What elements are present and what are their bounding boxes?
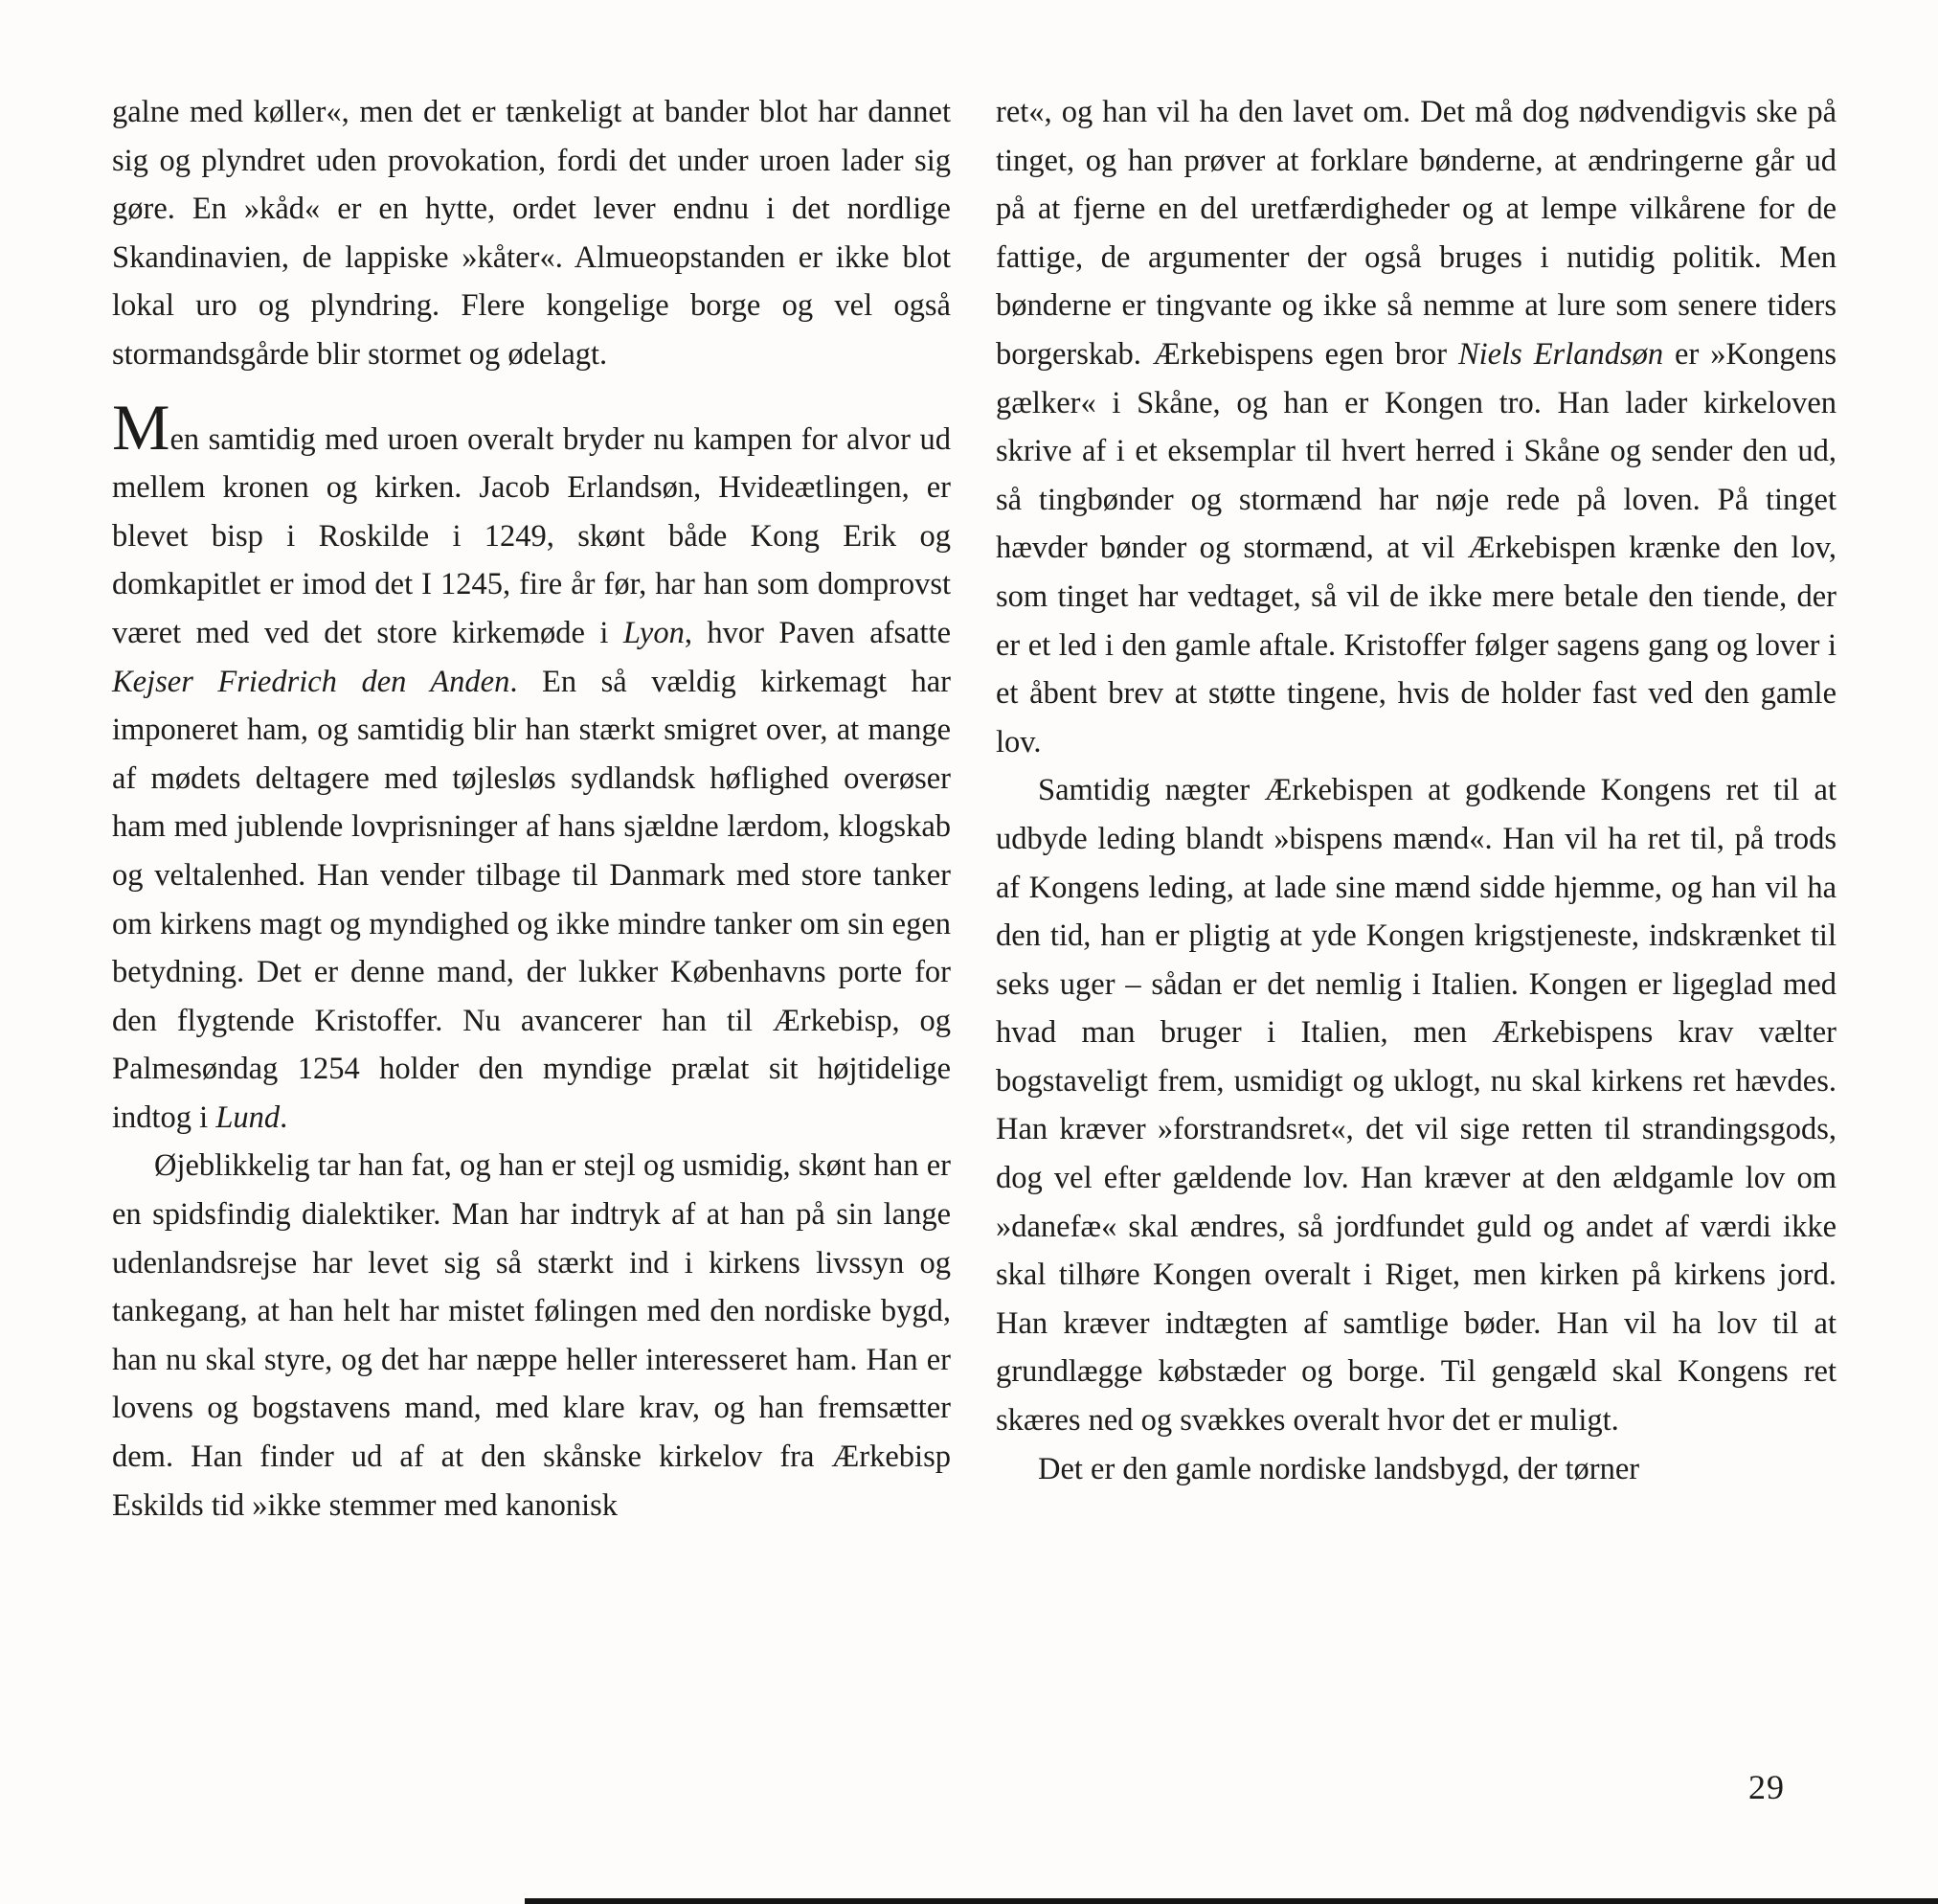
italic-text: Lund	[215, 1099, 281, 1135]
text-run: . En så vældig kirkemagt har imponeret ham, og samtidig blir han stærkt smigret over, at mange af mødets deltagere med tøjlesløs sydlandsk høflighed overøser ham med jublende lovprisninger af hans sjældne lærdom, klogskab og veltalenhed. Han vender tilbage til Danmark med store tanker om kirkens magt og myndighed og ikke mindre tanker om sin egen betydning. Det er denne mand, der lukker Københavns porte for den flygtende Kristoffer. Nu avancerer han til Ærkebisp, og Palmesøndag 1254 holder den myndige prælat sit højtidelige indtog i	[112, 664, 951, 1135]
paragraph: Samtidig nægter Ærkebispen at godkende Kongens ret til at udbyde leding blandt »bispens mænd«. Han vil ha ret til, på trods af Kongens leding, at lade sine mænd sidde hjemme, og han vil ha den tid, han er pligtig at yde Kongen krigstjeneste, indskrænket til seks uger – sådan er det nemlig i Italien. Kongen er ligeglad med hvad man bruger i Italien, men Ærkebispens krav vælter bogstaveligt frem, usmidigt og uklogt, nu skal kirkens ret hævdes. Han kræver »forstrandsret«, det vil sige retten til strandingsgods, dog vel efter gældende lov. Han kræver at den ældgamle lov om »danefæ« skal ændres, så jordfundet guld og andet af værdi ikke skal tilhøre Kongen overalt i Riget, men kirken på kirkens jord. Han kræver indtægten af samtlige bøder. Han vil ha lov til at grundlægge købstæder og borge. Til gengæld skal Kongens ret skæres ned og svækkes overalt hvor det er muligt.	[996, 773, 1837, 1439]
paragraph	[112, 390, 951, 1143]
text-run: , hvor Paven afsatte	[684, 615, 951, 650]
text-run: er »Kongens gælker« i Skåne, og han er Kongen tro. Han lader kirkeloven skrive af i et eksemplar til hvert herred i Skåne og sender den ud, så tingbønder og stormænd har nøje rede på loven. På tinget hævder bønder og stormænd, at vil Ærkebispen krænke den lov, som tinget har vedtaget, så vil de ikke mere betale den tiende, der er et led i den gamle aftale. Kristoffer følger sagens gang og lover i et åbent brev at støtte tingene, hvis de holder fast ved den gamle lov.	[996, 336, 1837, 759]
italic-text: Lyon	[622, 615, 685, 650]
paragraph: Det er den gamle nordiske landsbygd, der tørner	[1038, 1451, 1640, 1486]
text-run: ret«, og han vil ha den lavet om. Det må dog nødvendigvis ske på tinget, og han prøver at forklare bønderne, at ændringerne går ud på at fjerne en del uretfærdigheder og at lempe vilkårene for de fattige, de argumenter der også bruges i nutidig politik. Men bønderne er tingvante og ikke så nemme at lure som senere tiders borgerskab. Ærkebispens egen bror	[996, 95, 1837, 372]
left-column	[112, 88, 951, 1530]
paragraph	[996, 88, 1837, 766]
drop-cap: M	[112, 390, 170, 464]
text-run: .	[280, 1099, 288, 1135]
italic-text: Niels Erlandsøn	[1457, 336, 1664, 372]
paragraph: Øjeblikkelig tar han fat, og han er stejl og usmidig, skønt han er en spidsfindig dialektiker. Man har indtryk af at han på sin lange udenlandsrejse har levet sig så stærkt ind i kirkens livssyn og tankegang, at han helt har mistet følingen med den nordiske bygd, han nu skal styre, og det har næppe heller interesseret ham. Han er lovens og bogstavens mand, med klare krav, og han fremsætter dem. Han finder ud af at den skånske kirkelov fra Ærkebisp Eskilds tid »ikke stemmer med kanonisk	[112, 1148, 951, 1523]
text-run: en samtidig med uroen overalt bryder nu kampen for alvor ud mellem kronen og kirken. Jacob Erlandsøn, Hvideætlingen, er blevet bisp i Roskilde i 1249, skønt både Kong Erik og domkapitlet er imod det I 1245, fire år før, har han som domprovst været med ved det store kirkemøde i	[112, 421, 951, 650]
paragraph: galne med køller«, men det er tænkeligt at bander blot har dannet sig og plyndret uden provokation, fordi det under uroen lader sig gøre. En »kåd« er en hytte, ordet lever endnu i det nordlige Skandinavien, de lappiske »kåter«. Almueopstanden er ikke blot lokal uro og plyndring. Flere kongelige borge og vel også stormandsgårde blir stormet og ødelagt.	[112, 95, 951, 372]
right-column	[996, 88, 1837, 1493]
scan-edge-bar	[525, 1898, 1938, 1904]
page-number: 29	[1748, 1768, 1785, 1806]
italic-text: Kejser Friedrich den Anden	[112, 664, 510, 699]
